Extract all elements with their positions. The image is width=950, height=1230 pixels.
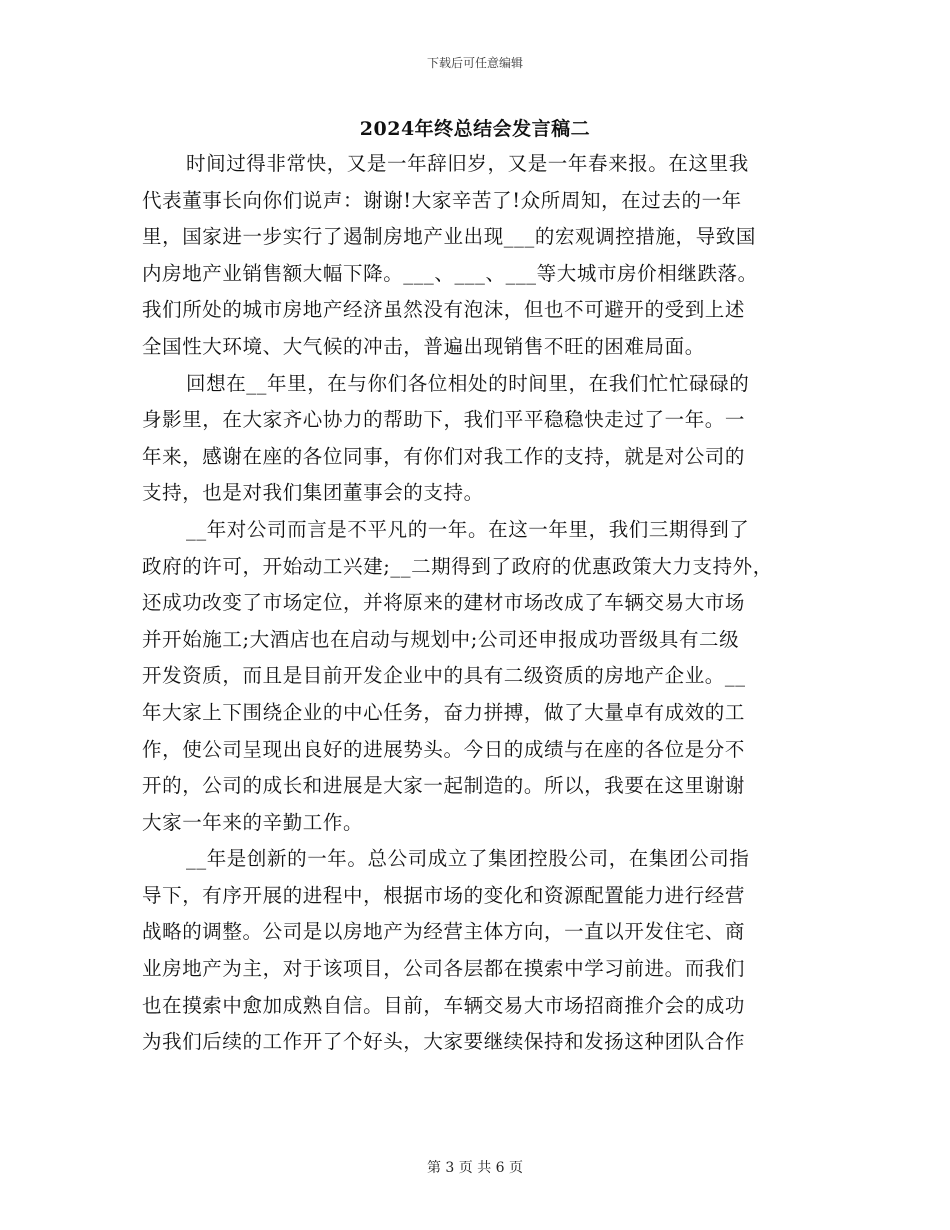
header-note: 下载后可任意编辑 — [426, 56, 523, 70]
paragraph-line: 我们所处的城市房地产经济虽然没有泡沫，但也不可避开的受到上述 — [142, 298, 746, 322]
paragraph-line: 代表董事长向你们说声：谢谢!大家辛苦了!众所周知，在过去的一年 — [142, 188, 742, 212]
paragraph-line: 导下，有序开展的进程中，根据市场的变化和资源配置能力进行经营 — [142, 883, 746, 907]
document-body — [142, 146, 802, 1061]
paragraph-line: 还成功改变了市场定位，并将原来的建材市场改成了车辆交易大市场 — [142, 591, 746, 615]
paragraph-line: 业房地产为主，对于该项目，公司各层都在摸索中学习前进。而我们 — [142, 957, 746, 981]
page-number: 第 3 页 共 6 页 — [426, 1160, 524, 1176]
paragraph-line: 全国性大环境、大气候的冲击，普遍出现销售不旺的困难局面。 — [142, 334, 705, 358]
paragraph-line: 年来，感谢在座的各位同事，有你们对我工作的支持，就是对公司的 — [142, 444, 746, 468]
paragraph-line: __年是创新的一年。总公司成立了集团控股公司，在集团公司指 — [186, 847, 750, 871]
paragraph-line: __年对公司而言是不平凡的一年。在这一年里，我们三期得到了 — [186, 517, 750, 541]
paragraph-line: 内房地产业销售额大幅下降。___、___、___等大城市房价相继跌落。 — [142, 261, 758, 285]
paragraph-line: 也在摸索中愈加成熟自信。目前，车辆交易大市场招商推介会的成功 — [142, 993, 746, 1017]
paragraph-line: 开的，公司的成长和进展是大家一起制造的。所以，我要在这里谢谢 — [142, 774, 746, 798]
paragraph-line: 开发资质，而且是目前开发企业中的具有二级资质的房地产企业。__ — [142, 664, 746, 688]
paragraph-line: 支持，也是对我们集团董事会的支持。 — [142, 481, 484, 505]
paragraph-line: 年大家上下围绕企业的中心任务，奋力拼搏，做了大量卓有成效的工 — [142, 700, 746, 724]
paragraph-line: 政府的许可，开始动工兴建;__二期得到了政府的优惠政策大力支持外， — [142, 554, 773, 578]
paragraph-line: 为我们后续的工作开了个好头，大家要继续保持和发扬这种团队合作 — [142, 1030, 746, 1054]
paragraph-line: 大家一年来的辛勤工作。 — [142, 810, 364, 834]
paragraph-line: 里，国家进一步实行了遏制房地产业出现___的宏观调控措施，导致国 — [142, 225, 756, 249]
document-title: 2024年终总结会发言稿二 — [359, 118, 591, 140]
paragraph-line: 回想在__年里，在与你们各位相处的时间里，在我们忙忙碌碌的 — [186, 371, 750, 395]
paragraph-line: 作，使公司呈现出良好的进展势头。今日的成绩与在座的各位是分不 — [142, 737, 746, 761]
paragraph-line: 并开始施工;大酒店也在启动与规划中;公司还申报成功晋级具有二级 — [142, 627, 740, 651]
paragraph-line: 时间过得非常快，又是一年辞旧岁，又是一年春来报。在这里我 — [186, 152, 749, 175]
paragraph-line: 战略的调整。公司是以房地产为经营主体方向，一直以开发住宅、商 — [142, 920, 746, 944]
paragraph-line: 身影里，在大家齐心协力的帮助下，我们平平稳稳快走过了一年。一 — [142, 408, 746, 432]
